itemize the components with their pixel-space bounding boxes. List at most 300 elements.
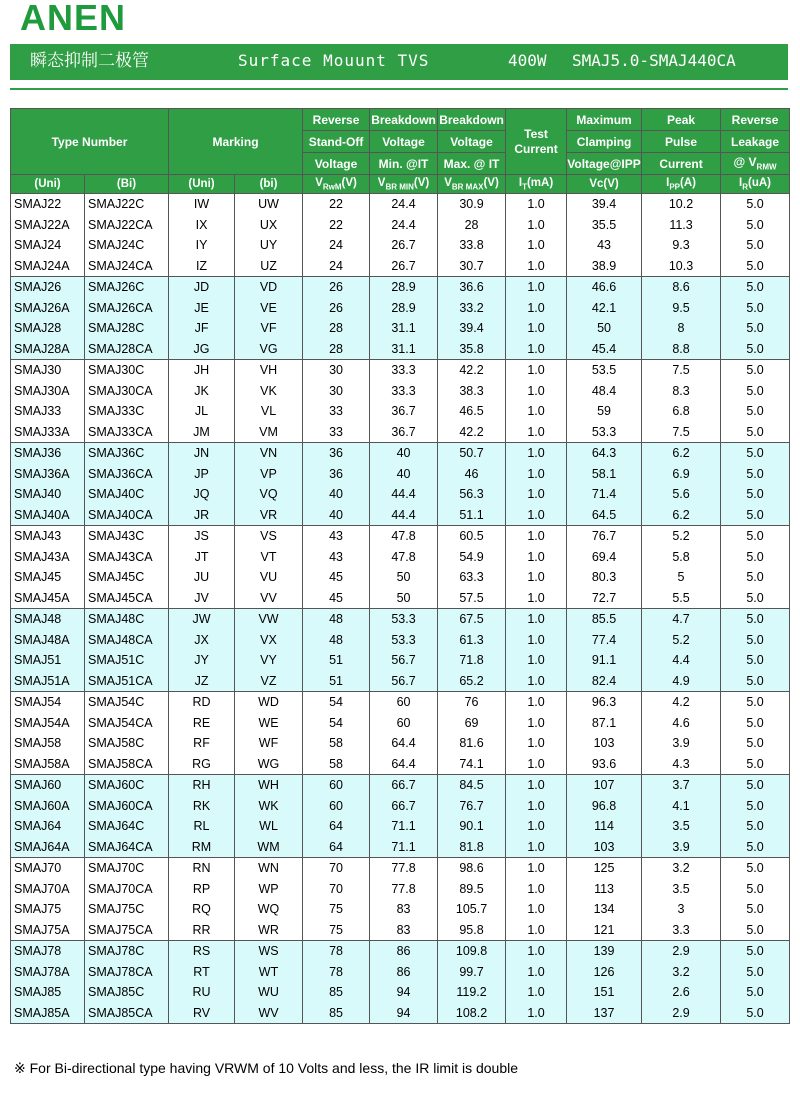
- type-uni-cell: SMAJ24: [11, 235, 85, 256]
- test-current-cell: 1.0: [506, 982, 567, 1003]
- type-uni-cell: SMAJ51: [11, 650, 85, 671]
- vbr-min-cell: 24.4: [370, 194, 438, 215]
- vbr-max-cell: 69: [438, 713, 506, 734]
- vrwm-cell: 54: [303, 713, 370, 734]
- clamping-voltage-cell: 39.4: [567, 194, 642, 215]
- clamping-voltage-cell: 58.1: [567, 464, 642, 485]
- vrwm-cell: 75: [303, 920, 370, 941]
- vbr-max-cell: 38.3: [438, 381, 506, 402]
- vbr-min-cell: 60: [370, 713, 438, 734]
- vrwm-cell: 48: [303, 609, 370, 630]
- leakage-current-cell: 5.0: [721, 484, 790, 505]
- table-row: [11, 277, 790, 298]
- clamping-voltage-cell: 121: [567, 920, 642, 941]
- clamping-voltage-cell: 64.5: [567, 505, 642, 526]
- type-bi-cell: SMAJ58CA: [85, 754, 169, 775]
- clamping-voltage-cell: 80.3: [567, 567, 642, 588]
- test-current-cell: 1.0: [506, 796, 567, 817]
- ir-header-line1: Reverse: [721, 109, 790, 131]
- marking-bi-cell: WK: [235, 796, 303, 817]
- type-bi-cell: SMAJ78CA: [85, 962, 169, 983]
- unit-it: $I_T(mA)$: [506, 175, 567, 194]
- leakage-current-cell: 5.0: [721, 277, 790, 298]
- vbr-max-cell: 81.6: [438, 733, 506, 754]
- test-current-cell: 1.0: [506, 879, 567, 900]
- type-bi-cell: SMAJ30C: [85, 360, 169, 381]
- vrwm-cell: 28: [303, 339, 370, 360]
- marking-uni-cell: IY: [169, 235, 235, 256]
- vbr-max-cell: 98.6: [438, 858, 506, 879]
- marking-bi-cell: WM: [235, 837, 303, 858]
- leakage-current-cell: 5.0: [721, 194, 790, 215]
- marking-uni-cell: JZ: [169, 671, 235, 692]
- peak-current-cell: 6.2: [642, 505, 721, 526]
- type-bi-cell: SMAJ48CA: [85, 630, 169, 651]
- type-bi-cell: SMAJ26CA: [85, 298, 169, 319]
- type-uni-cell: SMAJ28: [11, 318, 85, 339]
- test-current-cell: 1.0: [506, 464, 567, 485]
- table-row: [11, 754, 790, 775]
- clamping-voltage-cell: 151: [567, 982, 642, 1003]
- type-bi-cell: SMAJ24C: [85, 235, 169, 256]
- type-uni-cell: SMAJ36A: [11, 464, 85, 485]
- marking-bi-cell: VM: [235, 422, 303, 443]
- leakage-current-cell: 5.0: [721, 899, 790, 920]
- leakage-current-cell: 5.0: [721, 422, 790, 443]
- peak-current-cell: 3.7: [642, 775, 721, 796]
- table-row: [11, 464, 790, 485]
- vbr-min-cell: 47.8: [370, 547, 438, 568]
- test-current-cell: 1.0: [506, 650, 567, 671]
- marking-uni-cell: JU: [169, 567, 235, 588]
- type-bi-cell: SMAJ58C: [85, 733, 169, 754]
- vrwm-cell: 28: [303, 318, 370, 339]
- vbr-min-cell: 47.8: [370, 526, 438, 547]
- type-uni-cell: SMAJ40A: [11, 505, 85, 526]
- marking-bi-cell: WR: [235, 920, 303, 941]
- table-row: [11, 630, 790, 651]
- leakage-current-cell: 5.0: [721, 671, 790, 692]
- leakage-current-cell: 5.0: [721, 443, 790, 464]
- leakage-current-cell: 5.0: [721, 920, 790, 941]
- table-row: [11, 547, 790, 568]
- vbr-min-cell: 26.7: [370, 235, 438, 256]
- marking-bi-cell: VD: [235, 277, 303, 298]
- vrwm-header-line1: Reverse: [303, 109, 370, 131]
- marking-bi-cell: UX: [235, 215, 303, 236]
- marking-uni-cell: JF: [169, 318, 235, 339]
- marking-bi-cell: WN: [235, 858, 303, 879]
- peak-current-cell: 9.5: [642, 298, 721, 319]
- marking-uni-cell: JN: [169, 443, 235, 464]
- vrwm-cell: 85: [303, 982, 370, 1003]
- vrwm-cell: 45: [303, 567, 370, 588]
- vrwm-cell: 33: [303, 401, 370, 422]
- vrwm-cell: 36: [303, 443, 370, 464]
- peak-current-cell: 5.5: [642, 588, 721, 609]
- type-uni-cell: SMAJ45A: [11, 588, 85, 609]
- marking-bi-cell: WF: [235, 733, 303, 754]
- marking-uni-cell: RT: [169, 962, 235, 983]
- unit-marking-bi: (bi): [235, 175, 303, 194]
- leakage-current-cell: 5.0: [721, 816, 790, 837]
- type-bi-cell: SMAJ22C: [85, 194, 169, 215]
- marking-bi-cell: WP: [235, 879, 303, 900]
- leakage-current-cell: 5.0: [721, 879, 790, 900]
- peak-current-cell: 6.9: [642, 464, 721, 485]
- vrwm-cell: 30: [303, 381, 370, 402]
- table-row: [11, 588, 790, 609]
- test-current-cell: 1.0: [506, 630, 567, 651]
- marking-uni-cell: JY: [169, 650, 235, 671]
- table-row: [11, 256, 790, 277]
- type-bi-cell: SMAJ64CA: [85, 837, 169, 858]
- marking-uni-cell: JG: [169, 339, 235, 360]
- ir-header-line2: Leakage: [721, 131, 790, 153]
- marking-bi-cell: WV: [235, 1003, 303, 1024]
- type-uni-cell: SMAJ30: [11, 360, 85, 381]
- peak-current-cell: 7.5: [642, 422, 721, 443]
- marking-bi-cell: VF: [235, 318, 303, 339]
- leakage-current-cell: 5.0: [721, 630, 790, 651]
- vbr-min-cell: 36.7: [370, 401, 438, 422]
- type-uni-cell: SMAJ36: [11, 443, 85, 464]
- vrwm-header-line2: Stand-Off: [303, 131, 370, 153]
- test-current-cell: 1.0: [506, 215, 567, 236]
- test-current-cell: 1.0: [506, 526, 567, 547]
- table-row: [11, 879, 790, 900]
- peak-current-cell: 4.6: [642, 713, 721, 734]
- peak-current-cell: 5.6: [642, 484, 721, 505]
- test-current-cell: 1.0: [506, 775, 567, 796]
- test-current-header: Test Current: [506, 109, 567, 175]
- peak-current-cell: 3.5: [642, 816, 721, 837]
- vbrmax-header-line2: Voltage: [438, 131, 506, 153]
- part-range: SMAJ5.0-SMAJ440CA: [572, 51, 736, 70]
- clamping-voltage-cell: 96.3: [567, 692, 642, 713]
- table-row: [11, 381, 790, 402]
- type-uni-cell: SMAJ33: [11, 401, 85, 422]
- peak-current-cell: 2.9: [642, 941, 721, 962]
- type-bi-cell: SMAJ75C: [85, 899, 169, 920]
- vrwm-cell: 33: [303, 422, 370, 443]
- vbr-max-cell: 95.8: [438, 920, 506, 941]
- clamping-voltage-cell: 43: [567, 235, 642, 256]
- type-bi-cell: SMAJ36CA: [85, 464, 169, 485]
- marking-bi-cell: VE: [235, 298, 303, 319]
- test-current-cell: 1.0: [506, 401, 567, 422]
- table-row: [11, 215, 790, 236]
- marking-bi-cell: VH: [235, 360, 303, 381]
- test-current-cell: 1.0: [506, 858, 567, 879]
- vrwm-cell: 85: [303, 1003, 370, 1024]
- leakage-current-cell: 5.0: [721, 775, 790, 796]
- table-row: [11, 194, 790, 215]
- peak-current-cell: 8.3: [642, 381, 721, 402]
- type-bi-cell: SMAJ30CA: [85, 381, 169, 402]
- marking-uni-cell: IX: [169, 215, 235, 236]
- type-bi-cell: SMAJ51CA: [85, 671, 169, 692]
- clamp-header-line1: Maximum: [567, 109, 642, 131]
- peak-current-cell: 3.3: [642, 920, 721, 941]
- leakage-current-cell: 5.0: [721, 318, 790, 339]
- vbr-min-cell: 71.1: [370, 816, 438, 837]
- marking-bi-cell: VY: [235, 650, 303, 671]
- vbr-max-cell: 90.1: [438, 816, 506, 837]
- vrwm-cell: 24: [303, 235, 370, 256]
- table-row: [11, 692, 790, 713]
- type-uni-cell: SMAJ75A: [11, 920, 85, 941]
- type-bi-cell: SMAJ85C: [85, 982, 169, 1003]
- vrwm-cell: 78: [303, 962, 370, 983]
- table-row: [11, 733, 790, 754]
- vrwm-cell: 54: [303, 692, 370, 713]
- vbr-max-cell: 51.1: [438, 505, 506, 526]
- test-current-cell: 1.0: [506, 692, 567, 713]
- test-current-cell: 1.0: [506, 298, 567, 319]
- peak-current-cell: 8: [642, 318, 721, 339]
- type-uni-cell: SMAJ70: [11, 858, 85, 879]
- type-uni-cell: SMAJ30A: [11, 381, 85, 402]
- table-row: [11, 816, 790, 837]
- vbr-min-cell: 64.4: [370, 754, 438, 775]
- table-row: [11, 235, 790, 256]
- vbr-max-cell: 30.7: [438, 256, 506, 277]
- type-uni-cell: SMAJ45: [11, 567, 85, 588]
- unit-vc: Vc(V): [567, 175, 642, 194]
- test-current-cell: 1.0: [506, 381, 567, 402]
- vbr-max-cell: 65.2: [438, 671, 506, 692]
- marking-bi-cell: VV: [235, 588, 303, 609]
- peak-current-cell: 4.4: [642, 650, 721, 671]
- clamping-voltage-cell: 137: [567, 1003, 642, 1024]
- table-row: [11, 339, 790, 360]
- type-bi-cell: SMAJ43C: [85, 526, 169, 547]
- leakage-current-cell: 5.0: [721, 858, 790, 879]
- vbr-min-cell: 86: [370, 962, 438, 983]
- type-uni-cell: SMAJ58A: [11, 754, 85, 775]
- clamping-voltage-cell: 114: [567, 816, 642, 837]
- marking-bi-cell: VX: [235, 630, 303, 651]
- table-row: [11, 837, 790, 858]
- header-divider: [10, 88, 788, 90]
- table-row: [11, 1003, 790, 1024]
- table-row: [11, 609, 790, 630]
- marking-uni-cell: RE: [169, 713, 235, 734]
- type-uni-cell: SMAJ24A: [11, 256, 85, 277]
- vbr-min-cell: 50: [370, 567, 438, 588]
- marking-uni-cell: RM: [169, 837, 235, 858]
- type-bi-cell: SMAJ33C: [85, 401, 169, 422]
- marking-bi-cell: VZ: [235, 671, 303, 692]
- marking-uni-cell: JH: [169, 360, 235, 381]
- clamping-voltage-cell: 93.6: [567, 754, 642, 775]
- marking-uni-cell: JM: [169, 422, 235, 443]
- peak-current-cell: 2.6: [642, 982, 721, 1003]
- vbr-min-cell: 64.4: [370, 733, 438, 754]
- leakage-current-cell: 5.0: [721, 733, 790, 754]
- test-current-cell: 1.0: [506, 484, 567, 505]
- vbr-min-cell: 28.9: [370, 298, 438, 319]
- marking-uni-cell: JD: [169, 277, 235, 298]
- clamping-voltage-cell: 53.5: [567, 360, 642, 381]
- type-uni-cell: SMAJ48A: [11, 630, 85, 651]
- clamping-voltage-cell: 91.1: [567, 650, 642, 671]
- type-bi-cell: SMAJ48C: [85, 609, 169, 630]
- vbr-max-cell: 50.7: [438, 443, 506, 464]
- clamping-voltage-cell: 50: [567, 318, 642, 339]
- power-rating: 400W: [508, 51, 547, 70]
- peak-current-cell: 11.3: [642, 215, 721, 236]
- type-bi-cell: SMAJ75CA: [85, 920, 169, 941]
- marking-uni-cell: RG: [169, 754, 235, 775]
- peak-current-cell: 4.3: [642, 754, 721, 775]
- peak-current-cell: 3.2: [642, 858, 721, 879]
- type-bi-cell: SMAJ64C: [85, 816, 169, 837]
- table-row: [11, 796, 790, 817]
- vrwm-cell: 51: [303, 671, 370, 692]
- marking-bi-cell: UW: [235, 194, 303, 215]
- vbr-min-cell: 77.8: [370, 879, 438, 900]
- type-uni-cell: SMAJ48: [11, 609, 85, 630]
- type-bi-cell: SMAJ78C: [85, 941, 169, 962]
- type-bi-cell: SMAJ70C: [85, 858, 169, 879]
- footnote: ※ For Bi-directional type having VRWM of 10 Volts and less, the IR limit is double: [14, 1060, 519, 1076]
- vbr-min-cell: 66.7: [370, 775, 438, 796]
- title-english: Surface Mouunt TVS: [238, 51, 430, 70]
- test-current-cell: 1.0: [506, 235, 567, 256]
- unit-uni: (Uni): [11, 175, 85, 194]
- vbr-max-cell: 28: [438, 215, 506, 236]
- clamp-header-line3: Voltage@IPP: [567, 153, 642, 175]
- marking-bi-cell: VS: [235, 526, 303, 547]
- vbr-max-cell: 119.2: [438, 982, 506, 1003]
- vbr-max-cell: 67.5: [438, 609, 506, 630]
- vbr-max-cell: 71.8: [438, 650, 506, 671]
- peak-current-cell: 3: [642, 899, 721, 920]
- peak-current-cell: 5: [642, 567, 721, 588]
- marking-uni-cell: RH: [169, 775, 235, 796]
- peak-current-cell: 4.1: [642, 796, 721, 817]
- vrwm-header-line3: Voltage: [303, 153, 370, 175]
- ir-header-line3: @ $V_{RMW}$: [721, 153, 790, 175]
- leakage-current-cell: 5.0: [721, 215, 790, 236]
- vbr-max-cell: 46: [438, 464, 506, 485]
- type-bi-cell: SMAJ40C: [85, 484, 169, 505]
- marking-uni-cell: IW: [169, 194, 235, 215]
- type-bi-cell: SMAJ28CA: [85, 339, 169, 360]
- marking-uni-cell: RP: [169, 879, 235, 900]
- type-bi-cell: SMAJ54CA: [85, 713, 169, 734]
- table-row: [11, 920, 790, 941]
- test-current-cell: 1.0: [506, 941, 567, 962]
- clamping-voltage-cell: 87.1: [567, 713, 642, 734]
- peak-current-cell: 8.8: [642, 339, 721, 360]
- vbr-min-cell: 66.7: [370, 796, 438, 817]
- type-bi-cell: SMAJ36C: [85, 443, 169, 464]
- clamping-voltage-cell: 134: [567, 899, 642, 920]
- peak-current-cell: 10.2: [642, 194, 721, 215]
- test-current-cell: 1.0: [506, 962, 567, 983]
- vbr-min-cell: 53.3: [370, 609, 438, 630]
- peak-current-cell: 5.8: [642, 547, 721, 568]
- peak-current-cell: 6.2: [642, 443, 721, 464]
- clamping-voltage-cell: 42.1: [567, 298, 642, 319]
- type-uni-cell: SMAJ85: [11, 982, 85, 1003]
- test-current-cell: 1.0: [506, 318, 567, 339]
- marking-bi-cell: WU: [235, 982, 303, 1003]
- leakage-current-cell: 5.0: [721, 796, 790, 817]
- title-chinese: 瞬态抑制二极管: [30, 51, 149, 71]
- type-bi-cell: SMAJ45CA: [85, 588, 169, 609]
- vbr-min-cell: 31.1: [370, 339, 438, 360]
- table-row: [11, 982, 790, 1003]
- peak-current-cell: 10.3: [642, 256, 721, 277]
- vrwm-cell: 22: [303, 215, 370, 236]
- marking-uni-cell: JV: [169, 588, 235, 609]
- peak-current-cell: 5.2: [642, 526, 721, 547]
- vbr-max-cell: 89.5: [438, 879, 506, 900]
- marking-uni-cell: RD: [169, 692, 235, 713]
- table-row: [11, 298, 790, 319]
- vbr-min-cell: 26.7: [370, 256, 438, 277]
- vbr-min-cell: 33.3: [370, 360, 438, 381]
- type-bi-cell: SMAJ60CA: [85, 796, 169, 817]
- test-current-cell: 1.0: [506, 567, 567, 588]
- vbr-max-cell: 61.3: [438, 630, 506, 651]
- type-uni-cell: SMAJ26A: [11, 298, 85, 319]
- vbr-min-cell: 77.8: [370, 858, 438, 879]
- clamping-voltage-cell: 59: [567, 401, 642, 422]
- leakage-current-cell: 5.0: [721, 962, 790, 983]
- marking-bi-cell: VQ: [235, 484, 303, 505]
- vrwm-cell: 26: [303, 298, 370, 319]
- clamping-voltage-cell: 113: [567, 879, 642, 900]
- type-bi-cell: SMAJ60C: [85, 775, 169, 796]
- marking-uni-cell: RR: [169, 920, 235, 941]
- marking-uni-cell: JQ: [169, 484, 235, 505]
- vbr-max-cell: 56.3: [438, 484, 506, 505]
- test-current-cell: 1.0: [506, 360, 567, 381]
- vbr-max-cell: 54.9: [438, 547, 506, 568]
- vrwm-cell: 60: [303, 796, 370, 817]
- clamping-voltage-cell: 103: [567, 733, 642, 754]
- vbr-min-cell: 83: [370, 899, 438, 920]
- unit-vbrmax: $V_{BR MAX}(V)$: [438, 175, 506, 194]
- marking-bi-cell: WL: [235, 816, 303, 837]
- type-uni-cell: SMAJ22A: [11, 215, 85, 236]
- table-row: [11, 671, 790, 692]
- marking-bi-cell: WG: [235, 754, 303, 775]
- unit-vbrmin: $V_{BR MIN}(V)$: [370, 175, 438, 194]
- type-uni-cell: SMAJ58: [11, 733, 85, 754]
- peak-current-cell: 3.2: [642, 962, 721, 983]
- marking-uni-cell: JS: [169, 526, 235, 547]
- clamp-header-line2: Clamping: [567, 131, 642, 153]
- vbr-max-cell: 42.2: [438, 422, 506, 443]
- vbr-min-cell: 94: [370, 1003, 438, 1024]
- spec-table: [10, 108, 790, 1024]
- marking-uni-cell: JR: [169, 505, 235, 526]
- marking-uni-cell: RQ: [169, 899, 235, 920]
- type-uni-cell: SMAJ33A: [11, 422, 85, 443]
- table-header: [11, 109, 790, 194]
- peak-current-cell: 9.3: [642, 235, 721, 256]
- marking-bi-cell: VL: [235, 401, 303, 422]
- peak-current-cell: 3.5: [642, 879, 721, 900]
- type-uni-cell: SMAJ64A: [11, 837, 85, 858]
- leakage-current-cell: 5.0: [721, 381, 790, 402]
